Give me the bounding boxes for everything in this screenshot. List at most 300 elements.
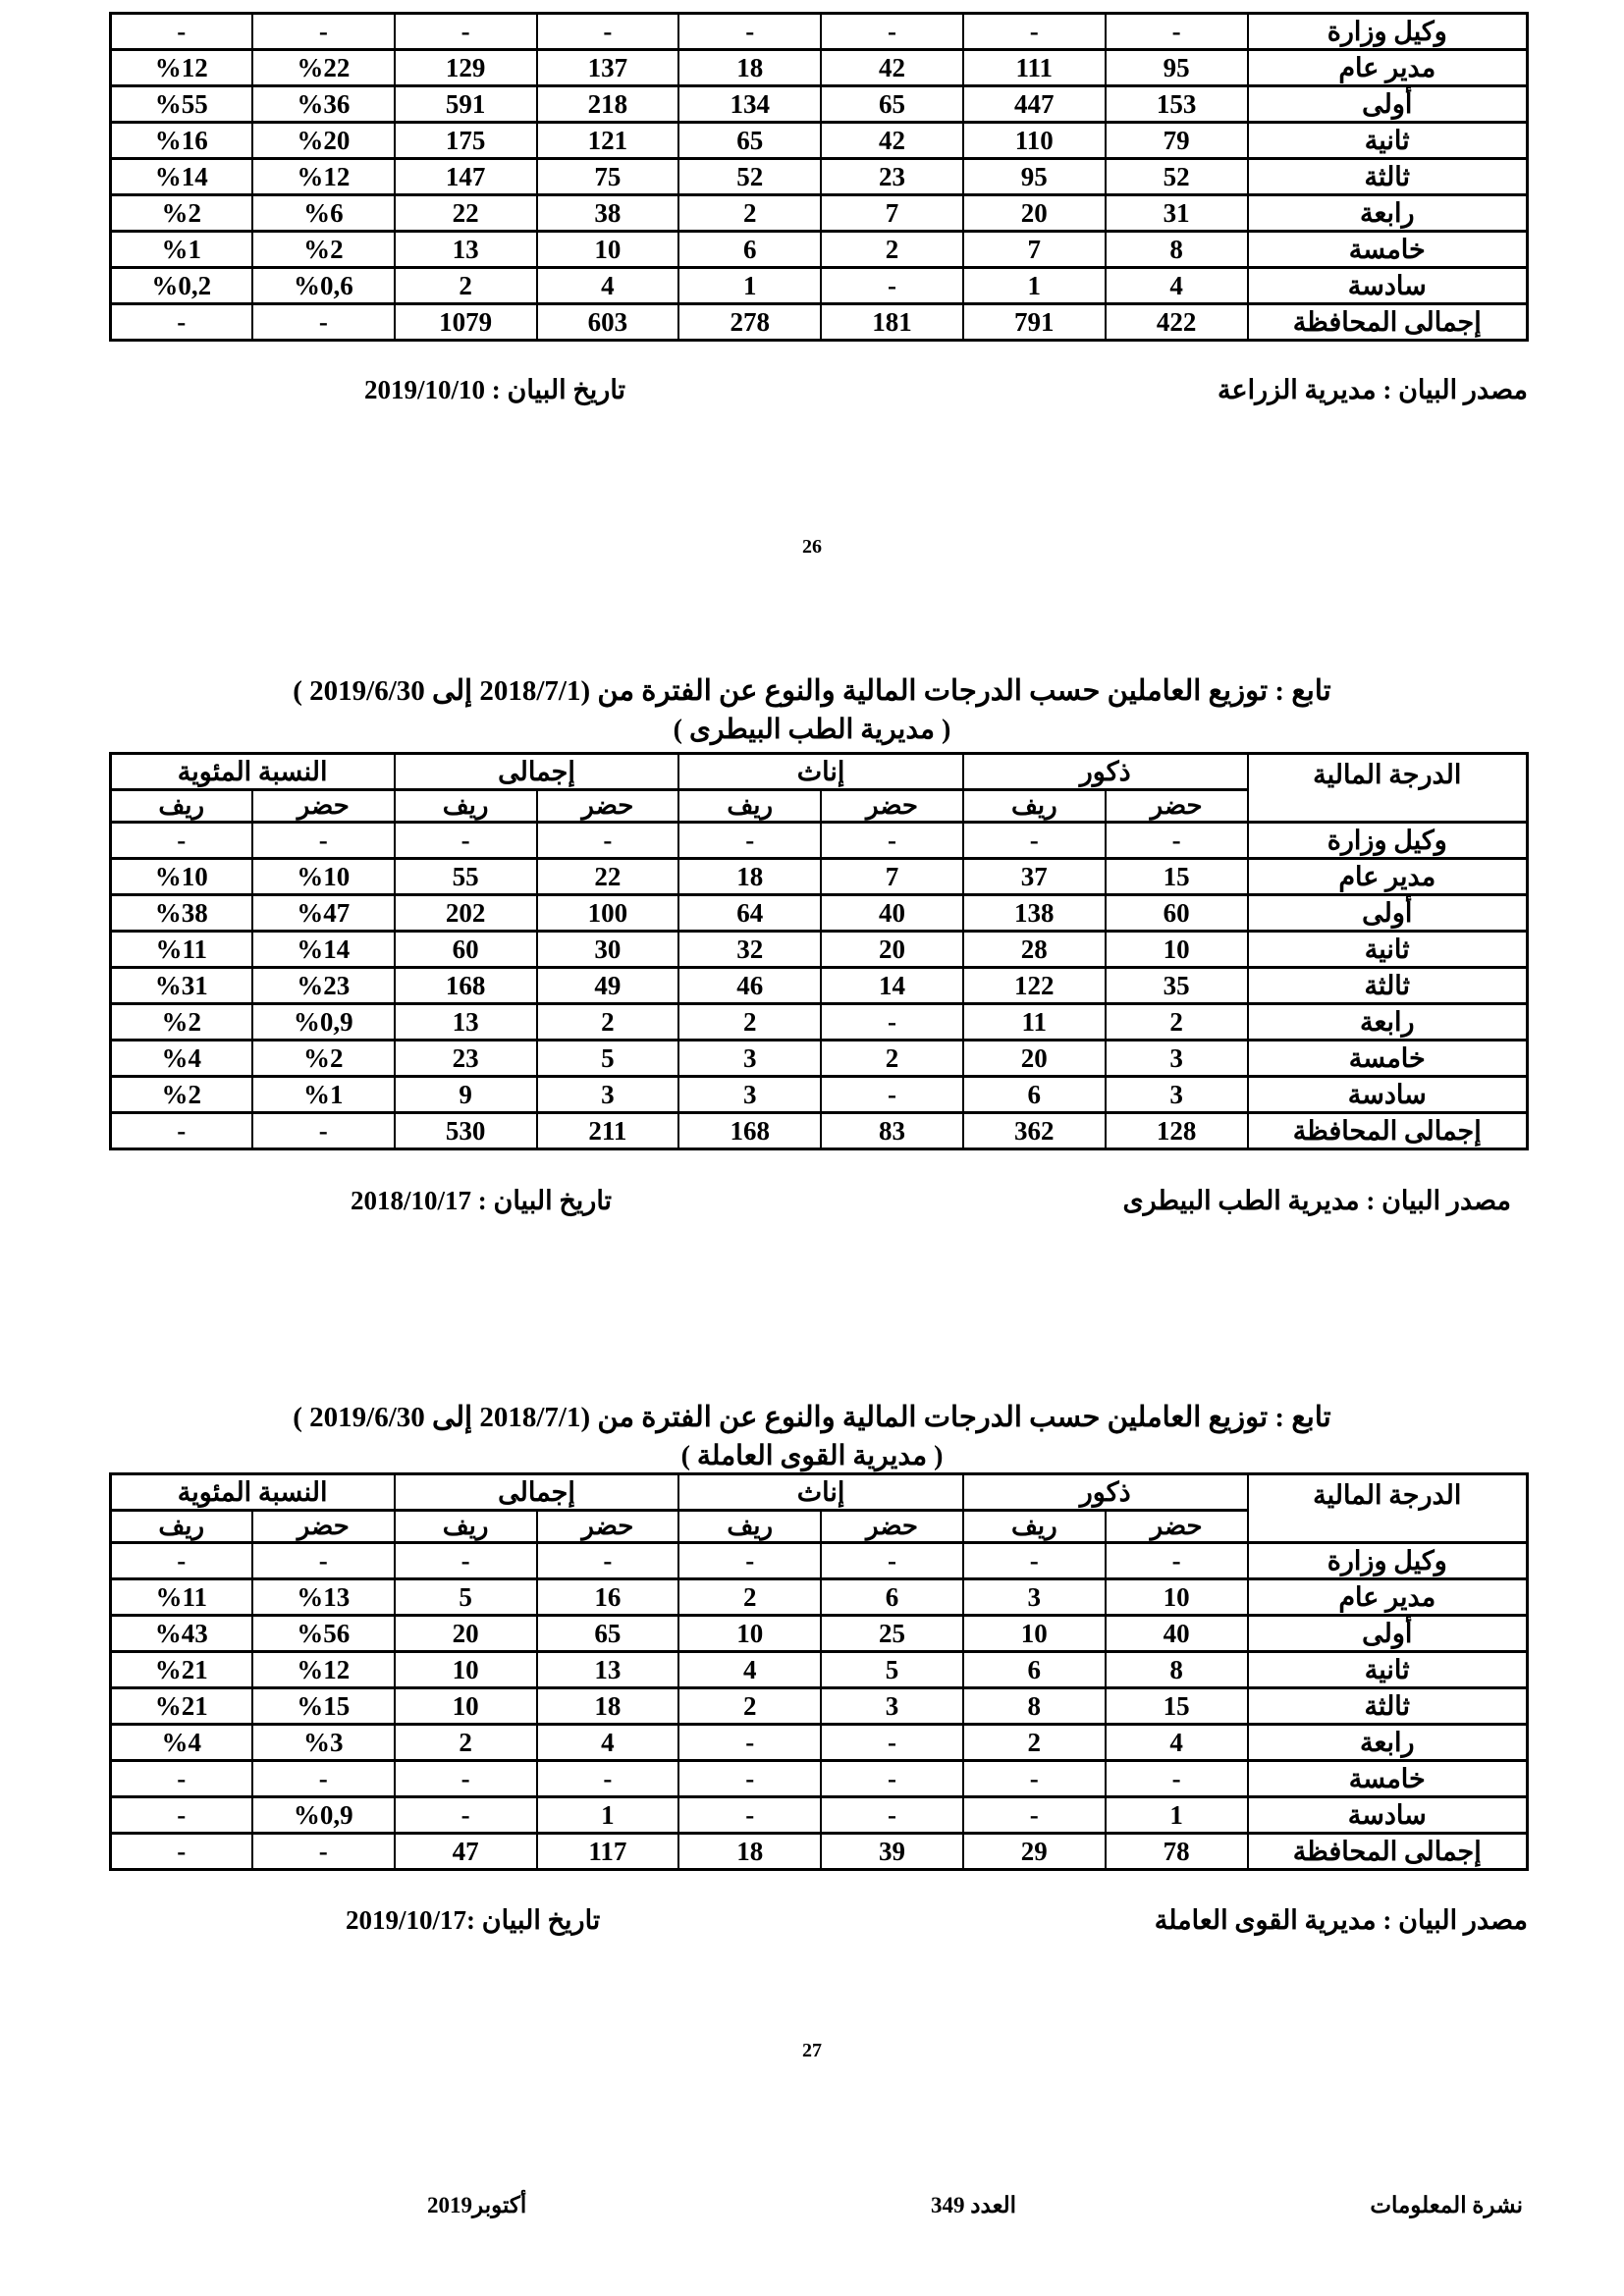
table-row [110, 86, 1527, 123]
data-cell: - [252, 1761, 395, 1797]
data-cell: 121 [537, 123, 679, 159]
row-label: رابعة [1248, 1725, 1528, 1761]
data-cell: - [252, 14, 395, 50]
data-cell: 2 [963, 1725, 1106, 1761]
data-cell: 75 [537, 159, 679, 195]
sub-column-header: حضر [537, 790, 679, 823]
data-cell: 362 [963, 1113, 1106, 1149]
data-cell: 20 [821, 932, 963, 968]
row-label: ثالثة [1248, 1688, 1528, 1725]
row-label: سادسة [1248, 1797, 1528, 1834]
data-cell: 1 [678, 268, 821, 304]
data-cell: - [821, 1761, 963, 1797]
data-cell: 175 [395, 123, 537, 159]
row-label: وكيل وزارة [1248, 14, 1528, 50]
data-cell: 8 [963, 1688, 1106, 1725]
table-row [110, 1543, 1527, 1579]
manpower-table-subtitle: ( مديرية القوى العاملة ) [680, 1441, 944, 1471]
row-label: رابعة [1248, 1004, 1528, 1041]
data-cell: 138 [963, 895, 1106, 932]
data-cell: - [110, 1797, 252, 1834]
data-cell: 6 [963, 1077, 1106, 1113]
data-cell: 31 [1106, 195, 1248, 232]
data-cell: 60 [1106, 895, 1248, 932]
data-cell: %14 [110, 159, 252, 195]
data-cell: 168 [395, 968, 537, 1004]
data-cell: 5 [395, 1579, 537, 1616]
data-cell: %6 [252, 195, 395, 232]
agriculture-source-line [0, 375, 1624, 410]
data-cell: - [678, 1761, 821, 1797]
veterinary-table [111, 752, 1529, 1150]
table-row [110, 232, 1527, 268]
data-cell: 35 [1106, 968, 1248, 1004]
data-cell: - [110, 14, 252, 50]
data-cell: - [110, 304, 252, 341]
row-label: وكيل وزارة [1248, 1543, 1528, 1579]
data-cell: 52 [1106, 159, 1248, 195]
row-label: إجمالى المحافظة [1248, 1834, 1528, 1870]
data-cell: 32 [678, 932, 821, 968]
table-row [110, 1652, 1527, 1688]
group-header: إجمالى [395, 754, 679, 790]
data-cell: 15 [1106, 1688, 1248, 1725]
data-cell: 3 [963, 1579, 1106, 1616]
data-cell: - [821, 268, 963, 304]
row-label: رابعة [1248, 195, 1528, 232]
data-cell: 1079 [395, 304, 537, 341]
data-cell: - [110, 1113, 252, 1149]
data-cell: 29 [963, 1834, 1106, 1870]
table-row [110, 159, 1527, 195]
data-cell: 202 [395, 895, 537, 932]
data-cell: 6 [963, 1652, 1106, 1688]
group-header: ذكور [963, 754, 1248, 790]
row-label: سادسة [1248, 1077, 1528, 1113]
data-cell: 134 [678, 86, 821, 123]
row-label: وكيل وزارة [1248, 823, 1528, 859]
data-cell: 95 [1106, 50, 1248, 86]
data-cell: 4 [678, 1652, 821, 1688]
data-cell: 8 [1106, 232, 1248, 268]
data-cell: 218 [537, 86, 679, 123]
data-cell: %1 [252, 1077, 395, 1113]
data-cell: 2 [678, 195, 821, 232]
data-cell: 591 [395, 86, 537, 123]
data-cell: - [821, 1077, 963, 1113]
data-cell: %22 [252, 50, 395, 86]
data-cell: 1 [963, 268, 1106, 304]
data-grid [109, 1472, 1529, 1871]
data-cell: %0,9 [252, 1004, 395, 1041]
table-row [110, 1077, 1527, 1113]
data-cell: - [821, 14, 963, 50]
data-cell: 10 [395, 1652, 537, 1688]
data-cell: - [252, 1113, 395, 1149]
data-cell: 40 [1106, 1616, 1248, 1652]
data-cell: 18 [678, 859, 821, 895]
data-cell: - [821, 1004, 963, 1041]
data-cell: 95 [963, 159, 1106, 195]
data-cell: %2 [110, 1077, 252, 1113]
data-cell: 100 [537, 895, 679, 932]
agriculture-table [111, 12, 1529, 342]
data-cell: - [537, 1543, 679, 1579]
data-cell: 1 [537, 1797, 679, 1834]
data-cell: 5 [537, 1041, 679, 1077]
data-cell: %3 [252, 1725, 395, 1761]
data-cell: - [395, 1797, 537, 1834]
row-label: ثالثة [1248, 968, 1528, 1004]
table-row [110, 1579, 1527, 1616]
data-cell: - [395, 823, 537, 859]
data-cell: 14 [821, 968, 963, 1004]
data-cell: 9 [395, 1077, 537, 1113]
data-cell: 23 [821, 159, 963, 195]
data-cell: %1 [110, 232, 252, 268]
data-cell: 4 [537, 1725, 679, 1761]
data-cell: - [821, 823, 963, 859]
table-row [110, 1041, 1527, 1077]
footer-issue-date: أكتوبر2019 [427, 2193, 527, 2217]
table-row [110, 1113, 1527, 1149]
data-cell: - [1106, 1543, 1248, 1579]
data-cell: 4 [1106, 268, 1248, 304]
row-label: أولى [1248, 895, 1528, 932]
data-cell: %11 [110, 932, 252, 968]
manpower-source-line [0, 1905, 1624, 1941]
sub-column-header: حضر [252, 790, 395, 823]
data-cell: 42 [821, 123, 963, 159]
data-cell: %12 [110, 50, 252, 86]
data-cell: %4 [110, 1725, 252, 1761]
data-grid [109, 752, 1529, 1150]
data-cell: 3 [1106, 1041, 1248, 1077]
sub-column-header: ريف [678, 1511, 821, 1543]
table-row [110, 304, 1527, 341]
group-header: إناث [678, 1474, 963, 1511]
table-row [110, 895, 1527, 932]
data-cell: %55 [110, 86, 252, 123]
data-cell: - [678, 823, 821, 859]
data-cell: %4 [110, 1041, 252, 1077]
data-cell: 2 [537, 1004, 679, 1041]
veterinary-source-line [0, 1186, 1624, 1221]
sub-column-header: ريف [110, 790, 252, 823]
data-date-label: تاريخ البيان : 2019/10/10 [364, 375, 626, 404]
data-cell: 11 [963, 1004, 1106, 1041]
data-cell: 137 [537, 50, 679, 86]
table-row [110, 195, 1527, 232]
row-label: مدير عام [1248, 1579, 1528, 1616]
row-label: خامسة [1248, 1761, 1528, 1797]
data-cell: 65 [537, 1616, 679, 1652]
data-cell: - [963, 1797, 1106, 1834]
group-header: إناث [678, 754, 963, 790]
page-number-bottom: 27 [802, 2040, 822, 2061]
table-row [110, 1834, 1527, 1870]
data-cell: - [537, 14, 679, 50]
data-cell: 30 [537, 932, 679, 968]
data-cell: - [963, 14, 1106, 50]
table-row [110, 932, 1527, 968]
sub-column-header: حضر [1106, 1511, 1248, 1543]
data-cell: 7 [821, 859, 963, 895]
data-grid [109, 12, 1529, 342]
data-cell: 3 [678, 1041, 821, 1077]
data-cell: 49 [537, 968, 679, 1004]
data-cell: %36 [252, 86, 395, 123]
data-cell: 147 [395, 159, 537, 195]
group-header: النسبة المئوية [110, 1474, 395, 1511]
data-cell: - [1106, 823, 1248, 859]
row-label: خامسة [1248, 1041, 1528, 1077]
grade-column-header: الدرجة المالية [1248, 1474, 1528, 1543]
data-cell: 2 [821, 1041, 963, 1077]
sub-column-header: ريف [395, 790, 537, 823]
data-cell: %13 [252, 1579, 395, 1616]
data-cell: %20 [252, 123, 395, 159]
sub-column-header: ريف [963, 1511, 1106, 1543]
table-row [110, 1725, 1527, 1761]
data-cell: 38 [537, 195, 679, 232]
data-cell: 65 [821, 86, 963, 123]
data-cell: %15 [252, 1688, 395, 1725]
row-label: ثانية [1248, 1652, 1528, 1688]
row-label: خامسة [1248, 232, 1528, 268]
data-cell: 7 [963, 232, 1106, 268]
data-cell: 13 [395, 232, 537, 268]
row-label: سادسة [1248, 268, 1528, 304]
data-cell: 83 [821, 1113, 963, 1149]
data-cell: 2 [678, 1579, 821, 1616]
table-row [110, 1004, 1527, 1041]
data-cell: 211 [537, 1113, 679, 1149]
table-row [110, 14, 1527, 50]
data-cell: - [252, 1834, 395, 1870]
data-cell: - [821, 1797, 963, 1834]
data-source-label: مصدر البيان : مديرية الزراعة [1218, 375, 1528, 404]
data-cell: - [395, 1761, 537, 1797]
data-cell: 42 [821, 50, 963, 86]
table-row [110, 50, 1527, 86]
data-cell: %2 [252, 232, 395, 268]
data-source-label: مصدر البيان : مديرية القوى العاملة [1154, 1905, 1528, 1935]
data-cell: 10 [537, 232, 679, 268]
data-cell: 4 [1106, 1725, 1248, 1761]
table-row [110, 859, 1527, 895]
data-cell: - [678, 1543, 821, 1579]
data-cell: - [537, 823, 679, 859]
footer-issue-number: العدد 349 [931, 2193, 1017, 2217]
data-cell: 28 [963, 932, 1106, 968]
data-cell: 2 [395, 268, 537, 304]
data-cell: %31 [110, 968, 252, 1004]
row-label: ثانية [1248, 123, 1528, 159]
sub-column-header: ريف [395, 1511, 537, 1543]
data-cell: %16 [110, 123, 252, 159]
data-cell: 8 [1106, 1652, 1248, 1688]
footer [0, 2193, 1624, 2232]
data-cell: - [821, 1725, 963, 1761]
data-cell: 65 [678, 123, 821, 159]
group-header: النسبة المئوية [110, 754, 395, 790]
data-cell: 2 [821, 232, 963, 268]
data-cell: 10 [395, 1688, 537, 1725]
data-cell: 55 [395, 859, 537, 895]
table-row [110, 968, 1527, 1004]
data-cell: %38 [110, 895, 252, 932]
data-cell: %12 [252, 1652, 395, 1688]
grade-column-header: الدرجة المالية [1248, 754, 1528, 823]
data-cell: 10 [678, 1616, 821, 1652]
data-cell: %2 [110, 195, 252, 232]
data-cell: 110 [963, 123, 1106, 159]
data-cell: %21 [110, 1652, 252, 1688]
data-cell: 530 [395, 1113, 537, 1149]
sub-column-header: حضر [821, 1511, 963, 1543]
veterinary-table-subtitle: ( مديرية الطب البيطرى ) [673, 715, 951, 745]
data-cell: 10 [1106, 1579, 1248, 1616]
data-cell: %2 [252, 1041, 395, 1077]
data-cell: 1 [1106, 1797, 1248, 1834]
data-cell: - [395, 14, 537, 50]
row-label: ثانية [1248, 932, 1528, 968]
data-cell: %10 [110, 859, 252, 895]
row-label: أولى [1248, 86, 1528, 123]
data-cell: 20 [963, 195, 1106, 232]
table-row [110, 123, 1527, 159]
data-cell: 153 [1106, 86, 1248, 123]
data-cell: - [110, 1834, 252, 1870]
data-cell: %43 [110, 1616, 252, 1652]
table-row [110, 1797, 1527, 1834]
data-cell: - [963, 823, 1106, 859]
data-cell: 23 [395, 1041, 537, 1077]
sub-column-header: حضر [1106, 790, 1248, 823]
data-cell: 60 [395, 932, 537, 968]
data-cell: 128 [1106, 1113, 1248, 1149]
data-cell: 13 [537, 1652, 679, 1688]
data-cell: 52 [678, 159, 821, 195]
row-label: مدير عام [1248, 50, 1528, 86]
sub-column-header: حضر [252, 1511, 395, 1543]
data-cell: %11 [110, 1579, 252, 1616]
data-cell: %0,2 [110, 268, 252, 304]
data-cell: %23 [252, 968, 395, 1004]
data-cell: %0,6 [252, 268, 395, 304]
data-cell: 39 [821, 1834, 963, 1870]
data-cell: - [252, 823, 395, 859]
data-cell: - [1106, 1761, 1248, 1797]
data-cell: 603 [537, 304, 679, 341]
data-cell: %21 [110, 1688, 252, 1725]
data-cell: %12 [252, 159, 395, 195]
row-label: أولى [1248, 1616, 1528, 1652]
data-cell: - [963, 1543, 1106, 1579]
row-label: مدير عام [1248, 859, 1528, 895]
data-cell: 15 [1106, 859, 1248, 895]
data-cell: 3 [1106, 1077, 1248, 1113]
data-cell: - [821, 1543, 963, 1579]
data-cell: 10 [963, 1616, 1106, 1652]
data-cell: - [252, 304, 395, 341]
sub-column-header: حضر [821, 790, 963, 823]
data-cell: 447 [963, 86, 1106, 123]
data-cell: 181 [821, 304, 963, 341]
footer-bulletin-name: نشرة المعلومات [1370, 2193, 1523, 2217]
data-cell: - [678, 14, 821, 50]
data-cell: - [678, 1797, 821, 1834]
data-cell: 3 [821, 1688, 963, 1725]
data-cell: 16 [537, 1579, 679, 1616]
data-source-label: مصدر البيان : مديرية الطب البيطرى [1122, 1186, 1511, 1215]
data-cell: 40 [821, 895, 963, 932]
data-cell: 2 [395, 1725, 537, 1761]
row-label: إجمالى المحافظة [1248, 304, 1528, 341]
data-cell: 2 [1106, 1004, 1248, 1041]
table-row [110, 1688, 1527, 1725]
data-cell: 791 [963, 304, 1106, 341]
table-row [110, 268, 1527, 304]
data-cell: 3 [678, 1077, 821, 1113]
data-cell: 47 [395, 1834, 537, 1870]
data-cell: %56 [252, 1616, 395, 1652]
data-cell: - [395, 1543, 537, 1579]
data-cell: 422 [1106, 304, 1248, 341]
data-cell: 3 [537, 1077, 679, 1113]
sub-column-header: ريف [110, 1511, 252, 1543]
data-cell: 2 [678, 1004, 821, 1041]
data-cell: 122 [963, 968, 1106, 1004]
table-row [110, 1761, 1527, 1797]
page-number-top: 26 [802, 536, 822, 558]
data-cell: - [110, 823, 252, 859]
data-cell: 18 [537, 1688, 679, 1725]
data-cell: 6 [678, 232, 821, 268]
data-cell: 4 [537, 268, 679, 304]
data-cell: 46 [678, 968, 821, 1004]
data-cell: 13 [395, 1004, 537, 1041]
data-cell: 2 [678, 1688, 821, 1725]
data-cell: - [678, 1725, 821, 1761]
data-cell: - [252, 1543, 395, 1579]
data-cell: 64 [678, 895, 821, 932]
data-cell: 37 [963, 859, 1106, 895]
table-row [110, 823, 1527, 859]
data-cell: 5 [821, 1652, 963, 1688]
data-date-label: تاريخ البيان :2019/10/17 [346, 1905, 601, 1935]
group-header: ذكور [963, 1474, 1248, 1511]
data-cell: 10 [1106, 932, 1248, 968]
sub-column-header: حضر [537, 1511, 679, 1543]
sub-column-header: ريف [963, 790, 1106, 823]
data-cell: 18 [678, 1834, 821, 1870]
data-cell: 278 [678, 304, 821, 341]
data-cell: 79 [1106, 123, 1248, 159]
data-cell: 7 [821, 195, 963, 232]
row-label: ثالثة [1248, 159, 1528, 195]
data-cell: %2 [110, 1004, 252, 1041]
data-cell: 6 [821, 1579, 963, 1616]
data-cell: - [1106, 14, 1248, 50]
data-cell: %0,9 [252, 1797, 395, 1834]
data-cell: - [537, 1761, 679, 1797]
data-date-label: تاريخ البيان : 2018/10/17 [351, 1186, 613, 1215]
data-cell: 78 [1106, 1834, 1248, 1870]
table-row [110, 1616, 1527, 1652]
veterinary-table-title: تابع : توزيع العاملين حسب الدرجات المالية والنوع عن الفترة من (2018/7/1 إلى 2019/6/30 ) [293, 675, 1331, 707]
